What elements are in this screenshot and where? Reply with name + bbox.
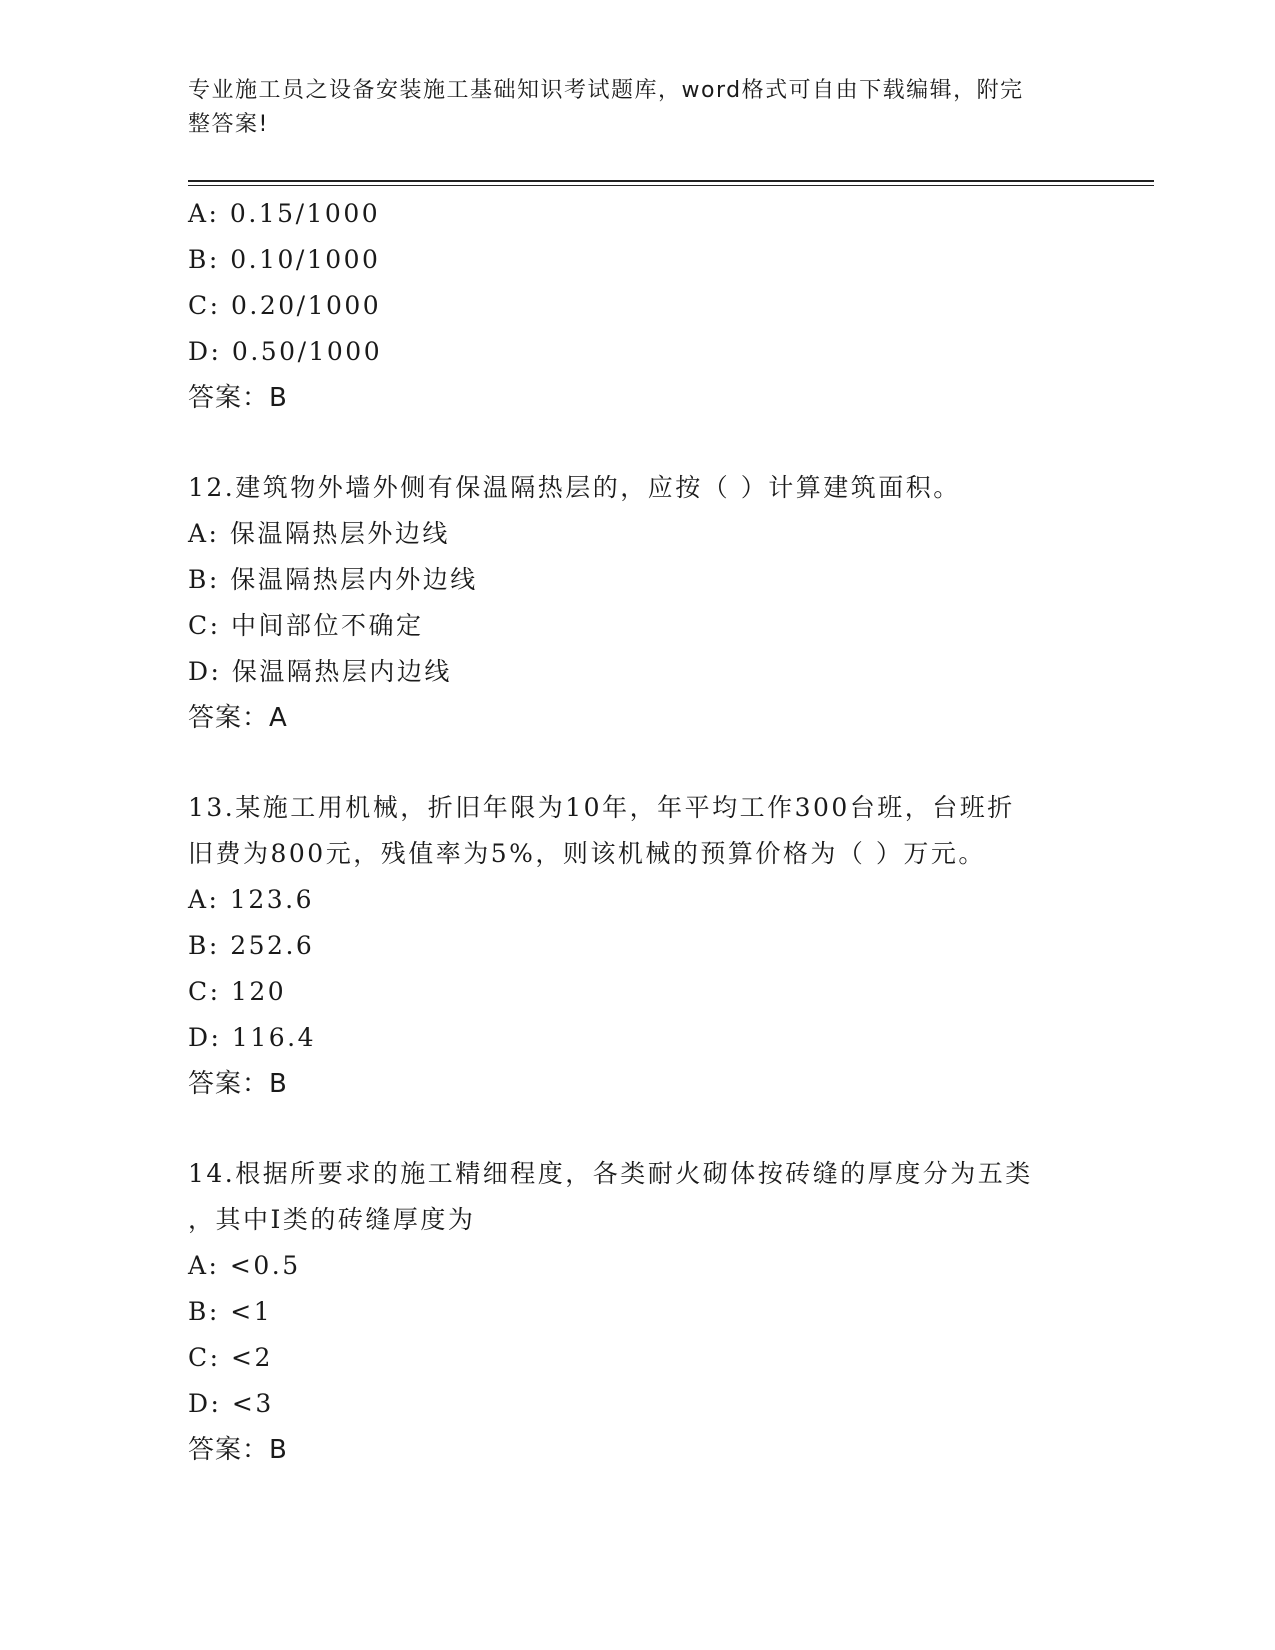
question-11-block: [188, 191, 1078, 421]
header-divider-thick: [188, 180, 1154, 182]
question-14-answer: 答案：B: [188, 1435, 288, 1465]
header-title-line-2: 整答案!: [188, 112, 269, 137]
question-14-option-b: B: <1: [188, 1297, 273, 1326]
question-12-answer: 答案：A: [188, 703, 288, 733]
question-14-option-a: A: <0.5: [188, 1251, 301, 1280]
header-title-line-1: 专业施工员之设备安装施工基础知识考试题库，word格式可自由下载编辑，附完: [188, 78, 1024, 103]
question-13-option-d: D: 116.4: [188, 1023, 316, 1052]
question-11-option-b: B: 0.10/1000: [188, 245, 381, 274]
question-14-stem-line-1: 14.根据所要求的施工精细程度，各类耐火砌体按砖缝的厚度分为五类: [188, 1159, 1033, 1188]
question-11-option-c: C: 0.20/1000: [188, 291, 382, 320]
question-12-stem: 12.建筑物外墙外侧有保温隔热层的，应按（ ）计算建筑面积。: [188, 473, 961, 502]
question-11-option-a: A: 0.15/1000: [188, 199, 381, 228]
document-header: [188, 74, 1068, 142]
header-divider-thin: [188, 185, 1154, 186]
question-13-block: [188, 785, 1078, 1107]
question-13-option-c: C: 120: [188, 977, 287, 1006]
question-content: [188, 191, 1078, 1473]
question-12-option-a: A: 保温隔热层外边线: [188, 519, 450, 548]
question-13-option-b: B: 252.6: [188, 931, 315, 960]
question-13-stem-line-2: 旧费为800元，残值率为5%，则该机械的预算价格为（ ）万元。: [188, 839, 986, 868]
question-12-option-c: C: 中间部位不确定: [188, 611, 424, 640]
question-14-option-d: D: <3: [188, 1389, 274, 1418]
question-13-answer: 答案：B: [188, 1069, 288, 1099]
question-11-option-d: D: 0.50/1000: [188, 337, 383, 366]
question-13-option-a: A: 123.6: [188, 885, 314, 914]
question-14-option-c: C: <2: [188, 1343, 273, 1372]
question-12-option-d: D: 保温隔热层内边线: [188, 657, 452, 686]
question-12-option-b: B: 保温隔热层内外边线: [188, 565, 478, 594]
question-14-block: [188, 1151, 1078, 1473]
question-12-block: [188, 465, 1078, 741]
question-11-answer: 答案：B: [188, 383, 288, 413]
question-13-stem-line-1: 13.某施工用机械，折旧年限为10年，年平均工作300台班，台班折: [188, 793, 1015, 822]
question-14-stem-line-2: ，其中I类的砖缝厚度为: [188, 1205, 476, 1234]
